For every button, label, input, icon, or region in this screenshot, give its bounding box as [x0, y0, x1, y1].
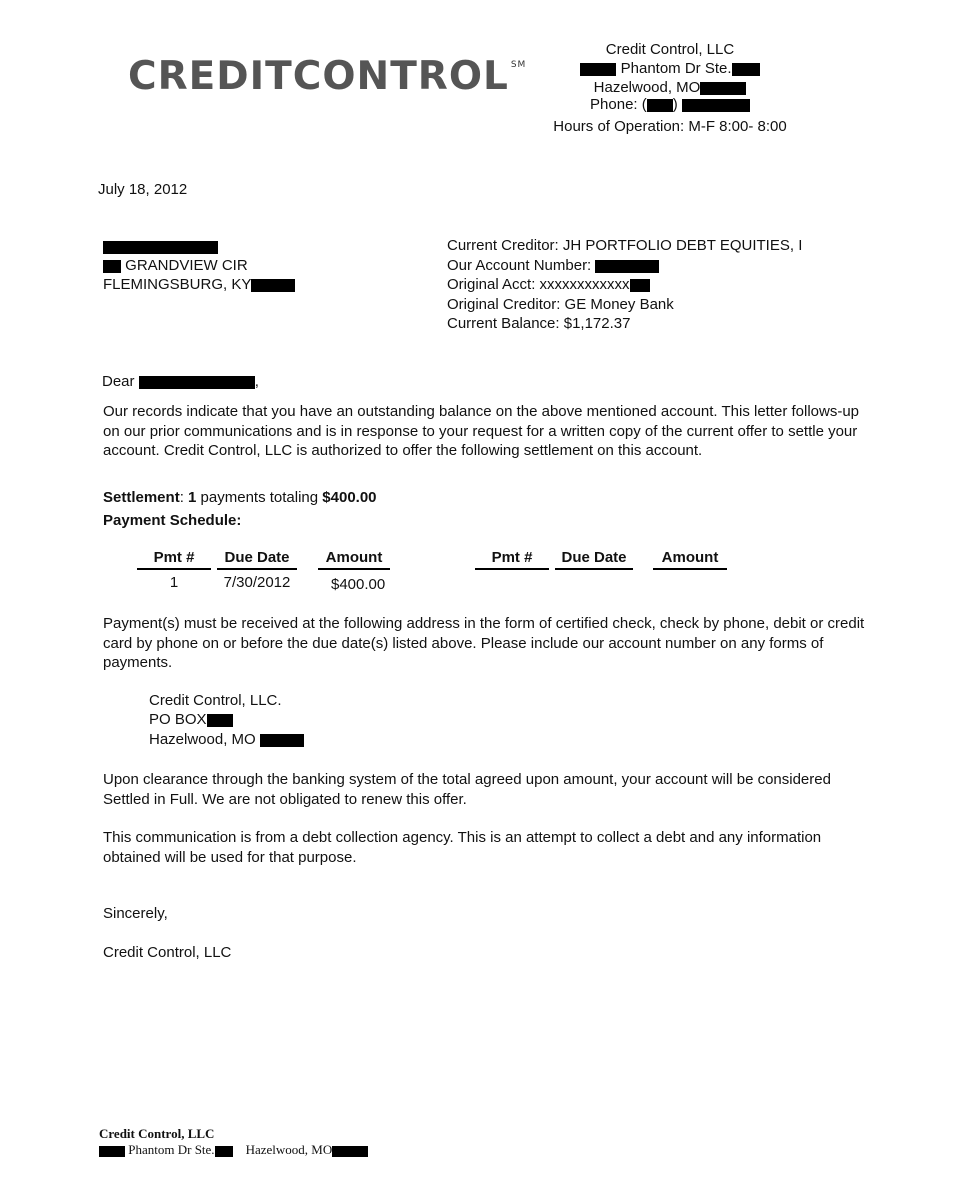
col-header-pmt-2: Pmt # [475, 549, 549, 570]
redaction-block [700, 82, 746, 95]
remit-company: Credit Control, LLC. [149, 692, 282, 709]
disclosure-paragraph: This communication is from a debt collection agency. This is an attempt to collect a debt and any information obtained will be used for that purpose. [103, 829, 822, 866]
col-header-amount: Amount [318, 549, 390, 570]
row-due-date: 7/30/2012 [223, 574, 291, 591]
row-pmt: 1 [169, 574, 179, 591]
current-balance: Current Balance: $1,172.37 [447, 315, 631, 332]
redaction-block [630, 279, 650, 292]
payment-instructions: Payment(s) must be received at the following address in the form of certified check, check by phone, debit or credit card by phone on or before the due date(s) listed above. Please include our account number on any forms of payments. [103, 615, 865, 671]
recipient-city-text: FLEMINGSBURG, KY [103, 276, 252, 293]
redaction-block [332, 1146, 368, 1157]
header-city-text: Hazelwood, MO [593, 79, 701, 96]
col-header-due-date-2: Due Date [555, 549, 633, 570]
footer-city: Hazelwood, MO [245, 1142, 333, 1157]
intro-paragraph: Our records indicate that you have an outstanding balance on the above mentioned account. This letter follows-up on our prior communications and is in response to your request for a written copy of the current offer to settle your account. Credit Control, LLC is authorized to offer the following settlement on this account. [103, 403, 860, 459]
greeting [102, 373, 259, 390]
redaction-block [99, 1146, 125, 1157]
current-creditor: Current Creditor: JH PORTFOLIO DEBT EQUITIES, I [447, 237, 803, 254]
redaction-block [139, 376, 255, 389]
settlement-colon: : [179, 489, 184, 506]
col-header-pmt: Pmt # [137, 549, 211, 570]
settlement-count: 1 [188, 489, 197, 506]
remit-po-box [149, 711, 233, 728]
clearance-paragraph: Upon clearance through the banking system of the total agreed upon amount, your account will be considered Settled in Full. We are not obligated to renew this offer. [103, 771, 831, 808]
col-header-amount-2: Amount [653, 549, 727, 570]
phone-paren-close: ) [672, 96, 678, 113]
remit-city-text: Hazelwood, MO [149, 731, 256, 748]
recipient-city [103, 276, 295, 293]
account-number [447, 257, 659, 274]
letter-date: July 18, 2012 [98, 181, 188, 198]
redaction-block [732, 63, 760, 76]
footer-company: Credit Control, LLC [99, 1126, 215, 1141]
payment-schedule-label: Payment Schedule: [103, 512, 242, 529]
redaction-block [251, 279, 295, 292]
redaction-block [103, 241, 218, 254]
account-number-label: Our Account Number: [447, 257, 592, 274]
footer-street: Phantom Dr Ste. [128, 1142, 215, 1157]
redaction-block [682, 99, 750, 112]
greeting-comma: , [254, 373, 259, 390]
settlement-line [103, 489, 377, 506]
redaction-block [260, 734, 304, 747]
recipient-name [103, 238, 218, 255]
settlement-middle: payments totaling [200, 489, 319, 506]
original-acct-text: Original Acct: xxxxxxxxxxxx [447, 276, 630, 293]
remit-city [149, 731, 304, 748]
redaction-block [595, 260, 659, 273]
redaction-block [215, 1146, 233, 1157]
header-company: Credit Control, LLC [605, 41, 735, 58]
original-acct [447, 276, 650, 293]
redaction-block [103, 260, 121, 273]
header-street [505, 59, 835, 78]
header-hours: Hours of Operation: M-F 8:00- 8:00 [553, 118, 787, 135]
row-amount: $400.00 [331, 576, 386, 593]
recipient-street-text: GRANDVIEW CIR [125, 257, 248, 274]
phone-paren-open: ( [641, 96, 647, 113]
header-street-text: Phantom Dr Ste. [620, 60, 732, 77]
recipient-street [103, 257, 248, 274]
logo-service-mark: SM [510, 60, 527, 70]
company-logo [128, 54, 527, 99]
signature: Credit Control, LLC [103, 944, 232, 961]
greeting-dear: Dear [102, 373, 135, 390]
settlement-total: $400.00 [322, 489, 377, 506]
closing: Sincerely, [103, 905, 168, 922]
header-phone [505, 95, 835, 114]
footer-address [99, 1142, 368, 1158]
settlement-label: Settlement [103, 489, 180, 506]
original-creditor: Original Creditor: GE Money Bank [447, 296, 674, 313]
redaction-block [207, 714, 233, 727]
logo-text: CREDITCONTROL [128, 54, 509, 99]
remit-po-box-text: PO BOX [149, 711, 207, 728]
col-header-due-date: Due Date [217, 549, 297, 570]
redaction-block [580, 63, 616, 76]
phone-label: Phone: [590, 96, 638, 113]
redaction-block [647, 99, 673, 112]
